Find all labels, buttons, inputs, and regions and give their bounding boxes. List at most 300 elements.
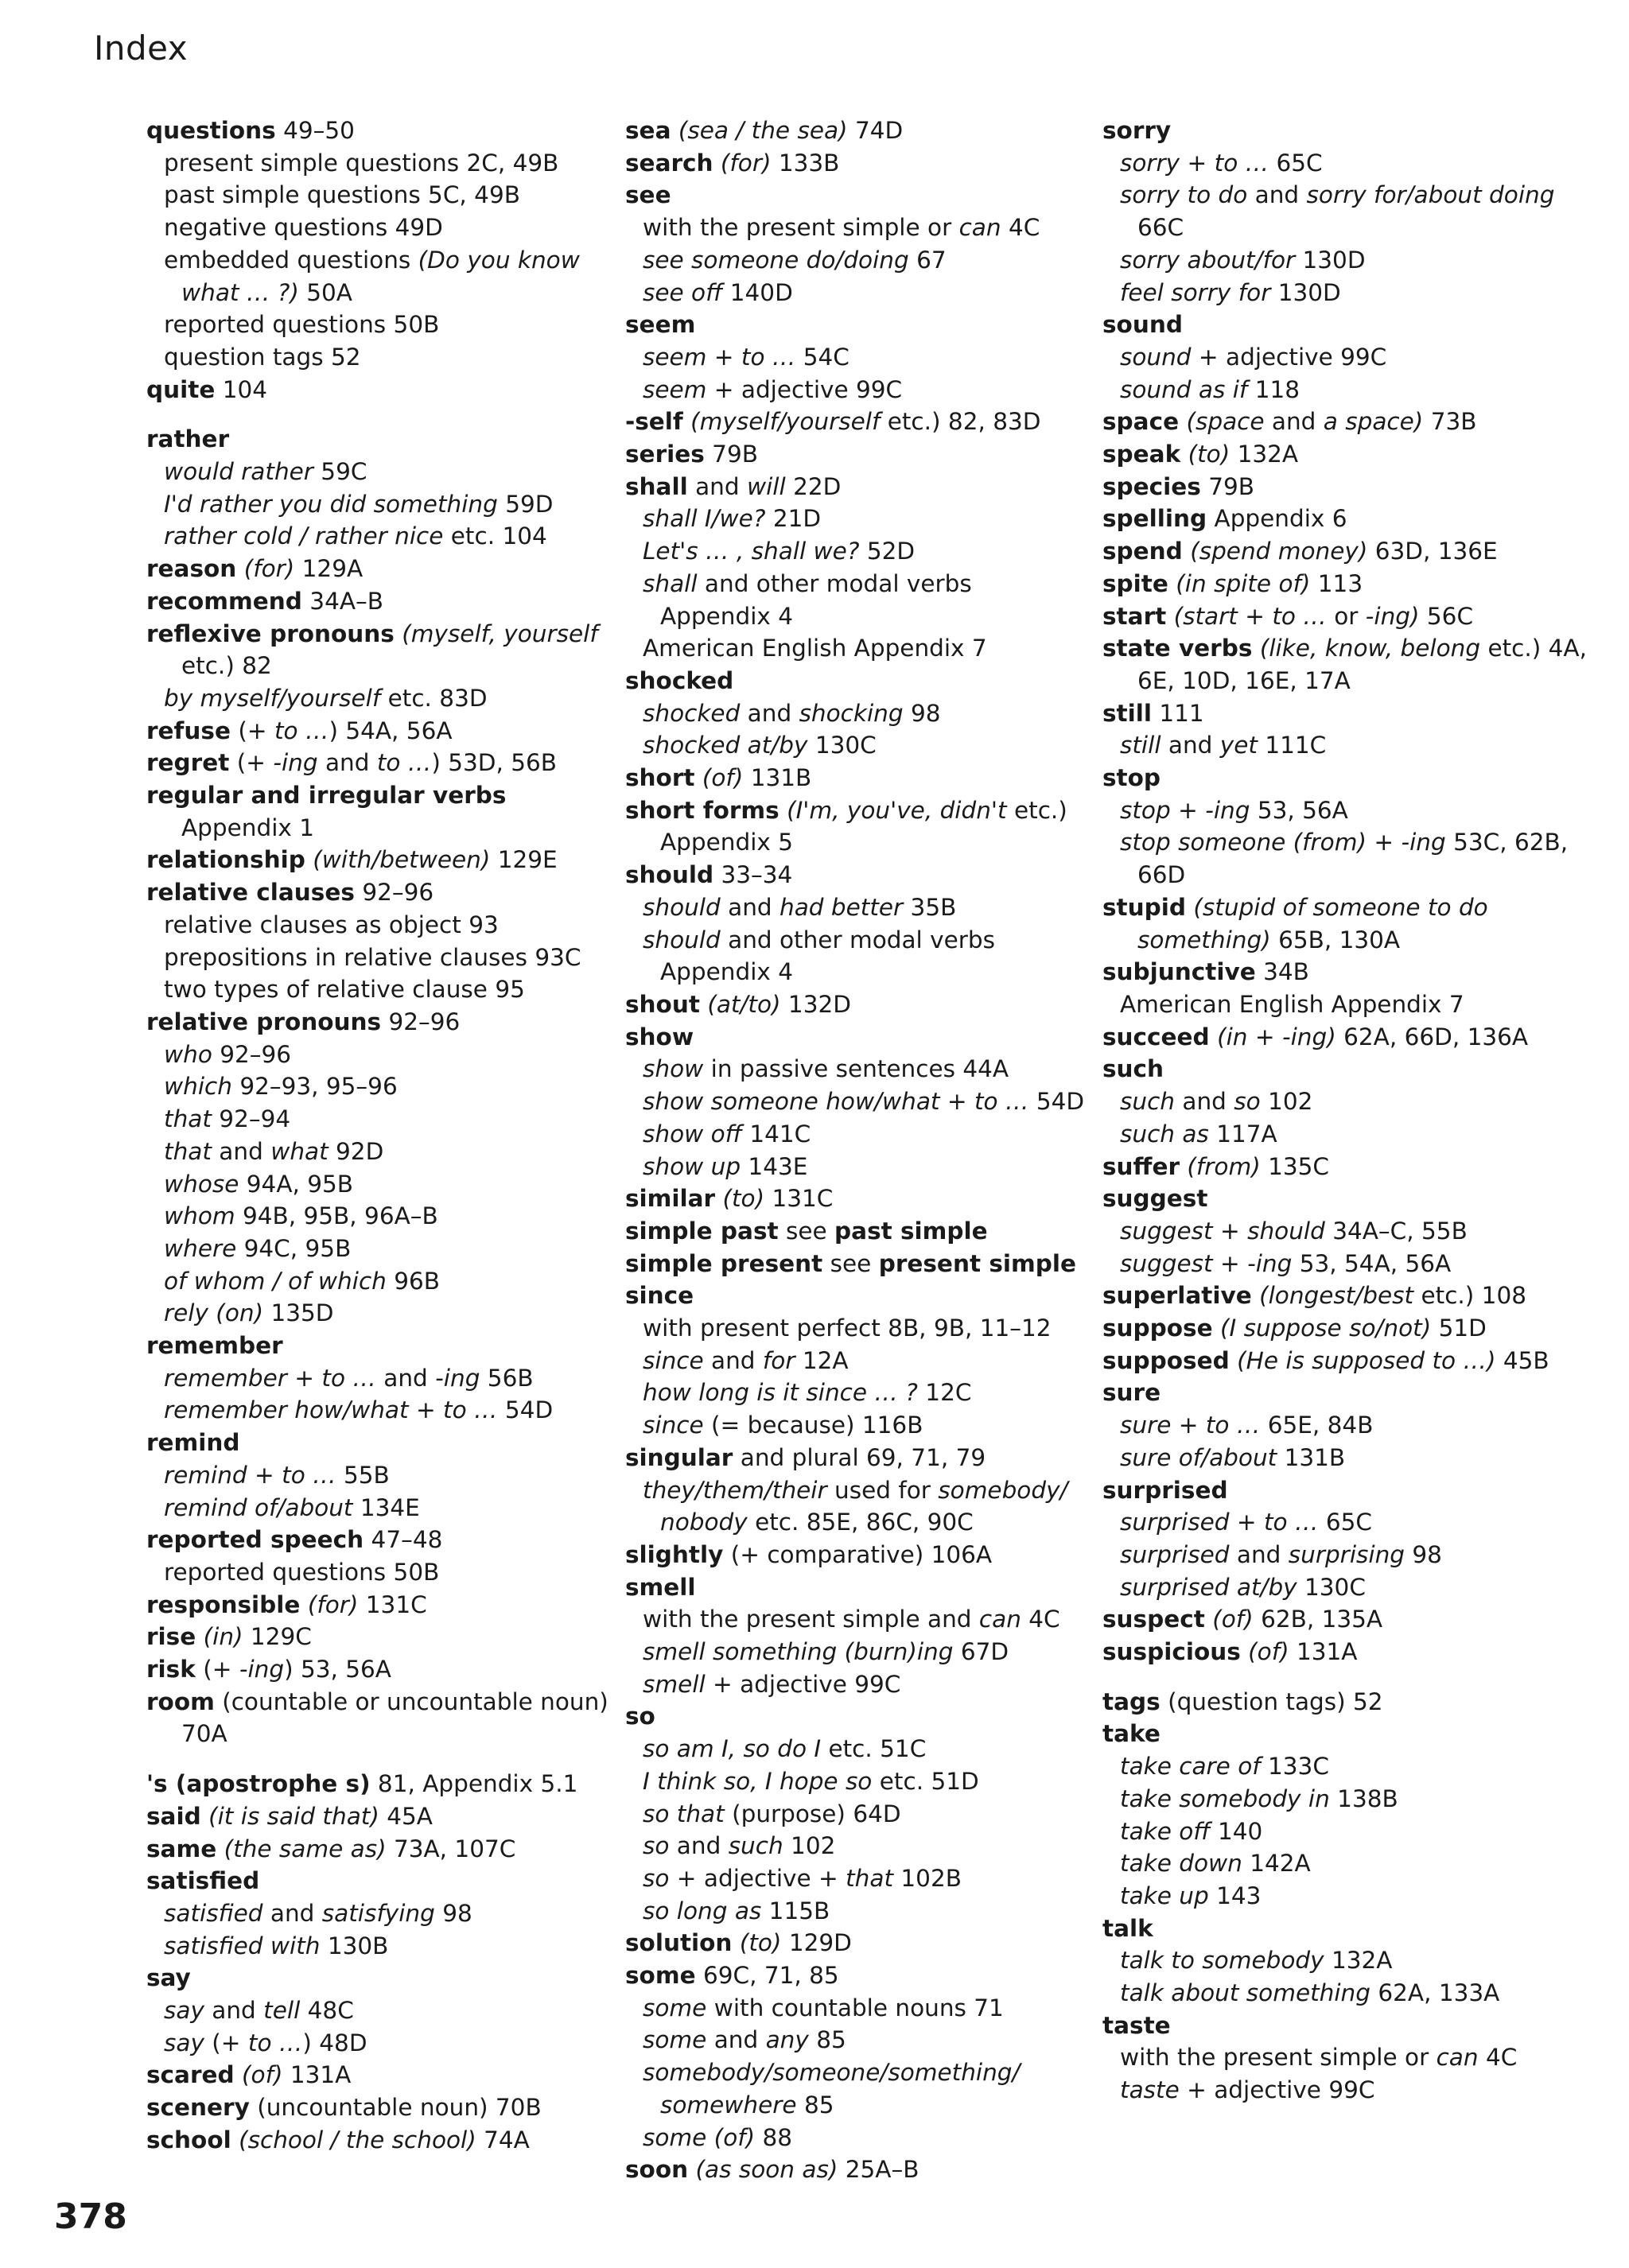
reference-text: 102 — [1260, 1088, 1313, 1116]
index-subentry — [625, 2024, 1102, 2056]
reference-text: 12C — [917, 1379, 972, 1407]
example-text: -ing) — [1365, 602, 1420, 630]
example-text: remember how/what — [164, 1396, 409, 1424]
example-text: to … — [274, 717, 329, 744]
example-text: tell — [263, 1997, 301, 2025]
index-subentry — [1102, 1783, 1580, 1816]
headword-text: school — [146, 2126, 231, 2153]
index-headword — [1102, 1636, 1580, 1668]
index-subentry — [625, 568, 1102, 600]
index-headword — [146, 2124, 624, 2157]
index-headword — [146, 876, 624, 909]
index-subentry — [625, 1895, 1102, 1928]
index-headword — [625, 2153, 1102, 2186]
example-text: for — [762, 1346, 795, 1374]
reference-text: and — [669, 1832, 729, 1860]
reference-text: 79B — [704, 441, 758, 468]
index-headword — [625, 1021, 1102, 1054]
example-text: satisfied — [164, 1899, 263, 1927]
index-headword — [1102, 406, 1580, 438]
example-text: still — [1120, 732, 1161, 759]
example-text: which — [164, 1073, 232, 1101]
reference-text: ) 53, 56A — [284, 1656, 391, 1684]
example-text: -ing — [1401, 829, 1446, 856]
reference-text: 59C — [313, 458, 367, 486]
index-subentry — [1102, 1847, 1580, 1880]
headword-text: reflexive pronouns — [146, 619, 395, 647]
example-text: (space — [1186, 408, 1265, 436]
reference-text: past simple questions 5C, 49B — [164, 181, 520, 209]
reference-text: (+ — [204, 2029, 248, 2056]
index-headword — [1102, 1183, 1580, 1215]
example-text: such — [1120, 1088, 1175, 1116]
headword-text: sound — [1102, 311, 1183, 339]
reference-text — [713, 150, 721, 177]
index-headword — [625, 1215, 1102, 1248]
reference-text: relative clauses as object 93 — [164, 911, 499, 938]
example-text: shocking — [799, 699, 904, 727]
reference-text: 62A, 133A — [1370, 1979, 1500, 2007]
index-column-1 — [146, 115, 624, 2157]
headword-text: so — [625, 1703, 655, 1730]
example-text: nobody — [660, 1509, 748, 1536]
reference-text: 131B — [1277, 1443, 1346, 1471]
index-subentry — [625, 277, 1102, 309]
headword-text: surprised — [1102, 1476, 1228, 1504]
reference-text: + adjective 99C — [1191, 343, 1387, 371]
reference-text — [1166, 603, 1173, 630]
reference-text: 130C — [1297, 1573, 1366, 1601]
headword-text: satisfied — [146, 1867, 260, 1895]
index-headword — [625, 406, 1102, 438]
example-text: feel sorry for — [1120, 278, 1271, 306]
reference-text: 111C — [1257, 732, 1327, 759]
index-subentry — [146, 1297, 624, 1330]
example-text: (like, know, belong — [1259, 635, 1481, 662]
reference-text: with the present simple and — [643, 1606, 979, 1633]
reference-text: and — [262, 1899, 322, 1927]
example-text: (stupid of someone to do — [1193, 893, 1488, 921]
index-subentry — [625, 1085, 1102, 1118]
example-text: to … — [974, 1088, 1029, 1116]
headword-text: scared — [146, 2061, 235, 2089]
index-subentry — [625, 632, 1102, 665]
reference-text: 92–93, 95–96 — [231, 1073, 398, 1101]
headword-text: space — [1102, 408, 1180, 436]
index-headword — [625, 1700, 1102, 1733]
headword-text: speak — [1102, 441, 1181, 468]
reference-text: 132A — [1324, 1947, 1393, 1975]
index-subentry — [1102, 1506, 1580, 1539]
reference-text: 69C, 71, 85 — [695, 1962, 839, 1990]
index-headword — [625, 1280, 1102, 1312]
example-text: talk about something — [1120, 1979, 1370, 2007]
example-text: by myself/yourself — [164, 684, 381, 712]
index-headword — [625, 1927, 1102, 1959]
reference-text: 34B — [1255, 958, 1309, 986]
reference-text: 92–96 — [381, 1008, 461, 1035]
headword-text: remember — [146, 1332, 283, 1360]
index-headword — [1102, 1280, 1580, 1312]
reference-text: ) 48D — [302, 2029, 367, 2056]
example-text: (of) — [1212, 1606, 1254, 1633]
reference-text: 129C — [243, 1623, 312, 1651]
reference-text — [235, 2061, 242, 2088]
reference-text: + — [1170, 796, 1206, 824]
index-subentry — [625, 729, 1102, 762]
index-subentry — [625, 1474, 1102, 1507]
reference-text — [395, 620, 402, 647]
example-text: -ing — [1247, 1249, 1293, 1277]
example-text: to … — [1205, 1412, 1261, 1439]
example-text: taste — [1120, 2076, 1180, 2104]
example-text: remind — [164, 1461, 247, 1489]
index-headword — [1102, 438, 1580, 471]
reference-text: (purpose) 64D — [724, 1800, 901, 1827]
reference-text — [700, 991, 707, 1018]
reference-text: Appendix 6 — [1207, 505, 1347, 533]
headword-text: sorry — [1102, 117, 1172, 144]
headword-text: supposed — [1102, 1346, 1230, 1374]
example-text: that — [164, 1105, 212, 1133]
index-subentry — [1102, 826, 1580, 859]
index-headword — [625, 1959, 1102, 1992]
reference-text: 130C — [807, 732, 877, 759]
index-subentry — [146, 973, 624, 1006]
example-text: (to) — [739, 1929, 782, 1957]
reference-text: and — [1174, 1088, 1234, 1116]
reference-text: and — [706, 2026, 766, 2054]
reference-text: question tags 52 — [164, 343, 361, 371]
example-text: take somebody in — [1120, 1784, 1330, 1812]
reference-text: 85 — [796, 2091, 834, 2118]
reference-text — [1168, 570, 1176, 597]
reference-text: see — [822, 1249, 879, 1277]
headword-text: stupid — [1102, 893, 1187, 921]
entry-group-spacer — [146, 406, 624, 423]
example-text: (with/between) — [313, 846, 491, 874]
headword-text: rather — [146, 425, 230, 453]
reference-text — [1252, 635, 1259, 662]
example-text: that — [164, 1137, 212, 1165]
reference-text: 70A — [181, 1720, 227, 1748]
example-text: (start — [1173, 602, 1238, 630]
example-text: something) — [1137, 926, 1271, 953]
index-headword — [1102, 115, 1580, 147]
example-text: some — [643, 1994, 707, 2021]
reference-text: + adjective 99C — [1179, 2076, 1375, 2104]
reference-text: etc. 104 — [443, 522, 547, 550]
reference-text: 130D — [1295, 246, 1366, 274]
example-text: somebody/ — [938, 1476, 1068, 1504]
example-text: somewhere — [660, 2091, 797, 2118]
example-text: -ing — [435, 1364, 480, 1392]
reference-text: 12A — [795, 1346, 849, 1374]
index-headword — [146, 1833, 624, 1866]
index-subentry — [1102, 374, 1580, 406]
example-text: -ing — [273, 749, 318, 777]
reference-text: 115B — [761, 1897, 830, 1924]
index-subentry — [146, 520, 624, 553]
reference-text: 4C — [1478, 2044, 1518, 2072]
reference-text: Appendix 1 — [181, 814, 315, 841]
headword-text: short forms — [625, 796, 780, 824]
index-subentry — [146, 1994, 624, 2027]
index-subentry — [146, 909, 624, 942]
reference-text: and plural 69, 71, 79 — [733, 1443, 986, 1471]
reference-text: 73A, 107C — [386, 1835, 516, 1862]
index-headword — [1102, 1377, 1580, 1409]
index-headword — [146, 618, 624, 650]
example-text: so — [643, 1864, 670, 1892]
headword-text: responsible — [146, 1590, 301, 1618]
reference-text: + — [408, 1396, 444, 1424]
reference-text — [1180, 1153, 1187, 1180]
reference-text: 66C — [1137, 214, 1184, 242]
index-subentry — [146, 179, 624, 212]
index-headword — [625, 1183, 1102, 1215]
reference-text — [1213, 1315, 1220, 1342]
example-text: to … — [376, 749, 432, 777]
headword-text: spelling — [1102, 505, 1207, 533]
reference-text: or — [1326, 602, 1366, 630]
reference-text — [1186, 894, 1193, 921]
reference-text: + — [247, 1461, 282, 1489]
page-title: Index — [94, 29, 189, 68]
example-text: surprised — [1120, 1540, 1230, 1568]
index-subentry — [625, 600, 1102, 633]
index-subentry — [146, 1103, 624, 1136]
reference-text: (+ — [195, 1656, 239, 1684]
example-text: rather cold / rather nice — [164, 522, 444, 550]
headword-text: sure — [1102, 1379, 1161, 1407]
headword-text: subjunctive — [1102, 958, 1256, 986]
index-headword — [625, 438, 1102, 471]
index-subentry — [146, 488, 624, 521]
example-text: smell something (burn)ing — [643, 1638, 954, 1666]
index-subentry — [146, 1718, 624, 1750]
index-subentry — [146, 1897, 624, 1930]
reference-text: 102 — [783, 1832, 836, 1860]
example-text: say — [164, 1997, 204, 2025]
reference-text: 131A — [282, 2061, 352, 2089]
reference-text: etc. 85E, 86C, 90C — [747, 1509, 974, 1536]
reference-text: 55B — [336, 1461, 390, 1489]
reference-text: 133C — [1260, 1753, 1329, 1781]
headword-text: suspicious — [1102, 1638, 1241, 1666]
index-subentry — [146, 650, 624, 682]
index-headword — [1102, 1603, 1580, 1636]
example-text: -ing — [239, 1656, 285, 1684]
reference-text: 118 — [1247, 375, 1300, 403]
reference-text: American English Appendix 7 — [1120, 990, 1464, 1018]
example-text: see off — [643, 278, 723, 306]
index-headword — [146, 374, 624, 406]
example-text: (of) — [242, 2061, 283, 2089]
reference-text: + — [1212, 1249, 1248, 1277]
reference-text: 34A–C, 55B — [1324, 1217, 1468, 1245]
index-subentry — [1102, 1750, 1580, 1783]
example-text: of whom / of which — [164, 1267, 387, 1295]
reference-text: + — [1212, 1217, 1248, 1245]
index-headword — [1102, 1053, 1580, 1085]
headword-text: suggest — [1102, 1185, 1208, 1213]
example-text: where — [164, 1234, 237, 1262]
reference-text: (+ — [229, 749, 274, 777]
index-subentry — [625, 1506, 1102, 1539]
example-text: had better — [780, 893, 904, 921]
index-headword — [625, 1248, 1102, 1280]
example-text: (He is supposed to …) — [1237, 1346, 1496, 1374]
headword-text: reported speech — [146, 1526, 364, 1554]
example-text: sorry about/for — [1120, 246, 1296, 274]
index-headword — [1102, 1718, 1580, 1750]
headword-text: still — [1102, 699, 1152, 727]
reference-text: 22D — [785, 472, 842, 500]
reference-text: embedded questions — [164, 246, 418, 274]
reference-text: 21D — [765, 505, 822, 533]
index-subentry — [625, 2056, 1102, 2089]
index-subentry — [146, 1039, 624, 1071]
reference-text: ) 54A, 56A — [329, 717, 453, 744]
index-subentry — [625, 1053, 1102, 1085]
reference-text: and — [740, 699, 799, 727]
reference-text — [694, 764, 702, 791]
index-subentry — [625, 341, 1102, 374]
index-subentry — [1102, 1571, 1580, 1604]
index-subentry — [625, 535, 1102, 568]
example-text: should — [1247, 1217, 1325, 1245]
reference-text: 98 — [1405, 1540, 1442, 1568]
index-subentry — [146, 212, 624, 244]
index-headword — [146, 844, 624, 876]
index-headword — [1102, 600, 1580, 633]
reference-text — [300, 1591, 307, 1618]
reference-text: (countable or uncountable noun) — [214, 1687, 608, 1715]
index-subentry — [1102, 988, 1580, 1021]
index-headword — [1102, 1151, 1580, 1183]
reference-text: 81, Appendix 5.1 — [370, 1770, 578, 1798]
example-text: (myself/yourself — [690, 408, 881, 436]
example-text: somebody/someone/something/ — [643, 2059, 1021, 2087]
index-headword — [1102, 471, 1580, 503]
index-subentry — [146, 341, 624, 374]
index-headword — [146, 1330, 624, 1362]
example-text: take up — [1120, 1882, 1209, 1909]
reference-text: 47–48 — [364, 1526, 443, 1554]
headword-text: suppose — [1102, 1315, 1213, 1342]
reference-text: and — [1229, 1540, 1289, 1568]
example-text: what — [270, 1137, 329, 1165]
example-text: to … — [247, 2029, 303, 2056]
example-text: (sea / the sea) — [678, 117, 848, 144]
headword-text: tags — [1102, 1687, 1161, 1715]
reference-text: etc.) 4A, — [1480, 635, 1587, 662]
entry-group-spacer — [146, 1750, 624, 1768]
reference-text: 102B — [893, 1864, 962, 1892]
index-headword — [625, 665, 1102, 697]
example-text: talk to somebody — [1120, 1947, 1324, 1975]
headword-text: shall — [625, 472, 688, 500]
reference-text: in passive sentences 44A — [703, 1055, 1009, 1083]
reference-text: 34A–B — [301, 587, 384, 615]
reference-text: + — [939, 1088, 974, 1116]
index-subentry — [146, 1492, 624, 1524]
example-text: (it is said that) — [208, 1802, 379, 1830]
index-headword — [146, 1865, 624, 1897]
index-headword — [146, 1524, 624, 1556]
reference-text — [1252, 1282, 1259, 1309]
reference-text: 132D — [780, 990, 851, 1018]
example-text: show someone how/what — [643, 1088, 940, 1116]
reference-text: + — [706, 343, 741, 371]
reference-text: 92–96 — [354, 879, 434, 907]
example-text: they/them/their — [643, 1476, 827, 1504]
headword-text: same — [146, 1835, 217, 1862]
reference-text: and — [1264, 408, 1324, 436]
reference-text: + — [1171, 1412, 1206, 1439]
index-headword — [1102, 762, 1580, 794]
headword-text: similar — [625, 1185, 716, 1213]
reference-text: (= because) 116B — [703, 1412, 923, 1439]
headword-text: taste — [1102, 2011, 1171, 2039]
index-subentry — [1102, 1442, 1580, 1474]
example-text: surprised at/by — [1120, 1573, 1297, 1601]
index-subentry — [146, 942, 624, 974]
example-text: seem — [643, 343, 707, 371]
reference-text: 35B — [903, 893, 957, 921]
index-subentry — [146, 277, 624, 309]
reference-text: and — [1247, 181, 1307, 209]
example-text: -ing) — [1281, 1023, 1336, 1051]
example-text: will — [746, 472, 786, 500]
reference-text: 4C — [1021, 1606, 1060, 1633]
reference-text: 135D — [263, 1299, 334, 1327]
example-text: (in — [1217, 1023, 1248, 1051]
reference-text: etc. 83D — [380, 684, 488, 712]
headword-text: superlative — [1102, 1282, 1252, 1310]
index-headword — [1102, 2010, 1580, 2042]
headword-text: start — [1102, 602, 1167, 630]
headword-text: see — [625, 181, 671, 209]
index-headword — [146, 553, 624, 585]
headword-text: such — [1102, 1055, 1164, 1083]
headword-text: -self — [625, 408, 683, 436]
example-text: I think so, I hope so — [643, 1767, 873, 1795]
index-subentry — [146, 309, 624, 341]
index-headword — [1102, 535, 1580, 568]
headword-text: simple present — [625, 1249, 823, 1277]
index-subentry — [1102, 729, 1580, 762]
reference-text: 65E, 84B — [1260, 1412, 1374, 1439]
index-headword — [1102, 568, 1580, 600]
example-text: to … — [321, 1364, 376, 1392]
reference-text: two types of relative clause 95 — [164, 976, 525, 1004]
reference-text: 104 — [215, 375, 268, 403]
index-headword — [146, 1768, 624, 1800]
reference-text: and — [317, 749, 377, 777]
reference-text: 79B — [1200, 472, 1255, 500]
example-text: yet — [1219, 732, 1258, 759]
example-text: sorry — [1120, 149, 1180, 177]
headword-text: risk — [146, 1656, 196, 1684]
reference-text: + — [1237, 602, 1273, 630]
headword-text: show — [625, 1023, 694, 1051]
index-headword — [1102, 1474, 1580, 1507]
headword-text: shocked — [625, 666, 734, 694]
reference-text: 85 — [808, 2026, 846, 2054]
reference-text: with the present simple or — [1120, 2044, 1437, 2072]
